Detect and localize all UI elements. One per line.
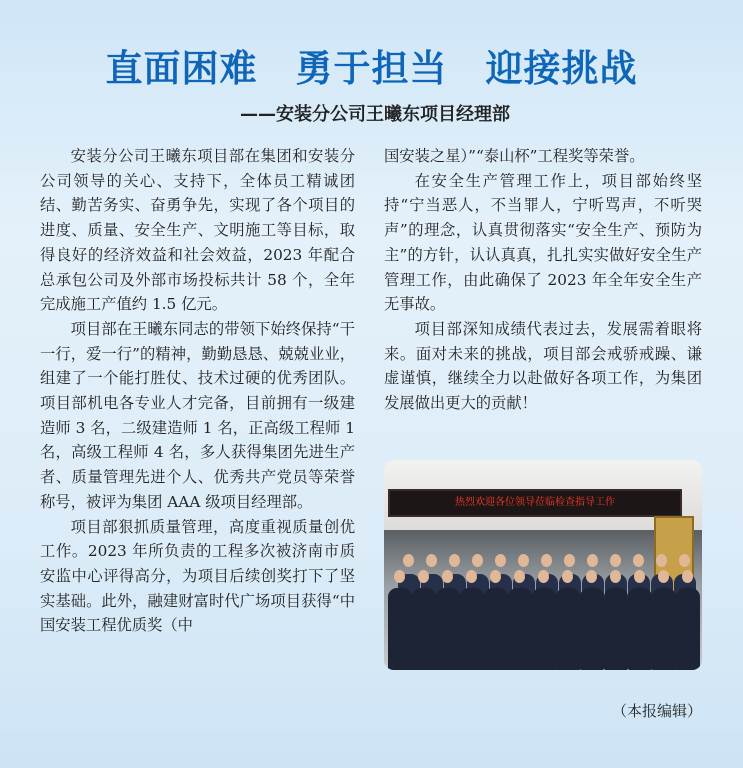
person-head [610,554,621,567]
article-title: 直面困难 勇于担当 迎接挑战 [105,47,638,90]
person-head [518,554,529,567]
paragraph-4: 在安全生产管理工作上，项目部始终坚持“宁当恶人，不当罪人，宁听骂声，不听哭声”的理念，认真贯彻落实“安全生产、预防为主”的方针，认认真真，扎扎实实做好安全生产管理工作，由此确保了 2023 年全年安全生产无事故。 [384,171,702,314]
paragraph-2: 项目部在王曦东同志的带领下始终保持“干一行，爱一行”的精神，勤勤恳恳、兢兢业业，组建了一个能打胜仗、技术过硬的优秀团队。项目部机电各专业人才完备，目前拥有一级建造师 3 名，二级建造师 1 名，正高级工程师 1 名，高级工程师 4 名，多人获得集团先进生产者、质量管理先进个人、优秀共产党员等荣誉称号，被评为集团 AAA 级项目经理部。 [40,319,355,511]
person-head [634,570,645,583]
paragraph-3-continued: 国安装之星）”“泰山杯”工程奖等荣誉。 [384,147,645,165]
group-photo [384,460,702,670]
person-head [426,554,437,567]
person-head [586,570,597,583]
person-head [495,554,506,567]
article-subtitle: ——安装分公司王曦东项目经理部 [240,104,510,125]
person-head [472,554,483,567]
person-silhouette [436,588,460,670]
person-head [633,554,644,567]
person-silhouette [604,588,628,670]
person-silhouette [412,588,436,670]
person-head [442,570,453,583]
person-head [610,570,621,583]
person-silhouette [484,588,508,670]
person-silhouette [556,588,580,670]
person-head [541,554,552,567]
person-head [538,570,549,583]
person-silhouette [652,588,676,670]
person-head [587,554,598,567]
person-silhouette [532,588,556,670]
person-silhouette [676,588,700,670]
paragraph-3: 项目部狠抓质量管理，高度重视质量创优工作。2023 年所负责的工程多次被济南市质安监中心评得高分，为项目后续创奖打下了坚实基础。此外，融建财富时代广场项目获得“中国安装工程优质奖（中 [40,517,355,635]
person-silhouette [628,588,652,670]
led-banner: 热烈欢迎各位领导莅临检查指导工作 [388,489,682,517]
person-head [490,570,501,583]
person-silhouette [580,588,604,670]
paragraph-1: 安装分公司王曦东项目部在集团和安装分公司领导的关心、支持下，全体员工精诚团结、勤苦务实、奋勇争先，实现了各个项目的进度、质量、安全生产、文明施工等目标，取得良好的经济效益和社会效益，2023 年配合总承包公司及外部市场投标共计 58 个，全年完成施工产值约 1.5 亿元。 [40,147,355,314]
person-head [403,554,414,567]
person-head [564,554,575,567]
left-column [40,144,355,638]
right-column [384,144,702,416]
person-head [682,570,693,583]
person-head [418,570,429,583]
person-head [449,554,460,567]
person-silhouette [508,588,532,670]
person-head [656,554,667,567]
editor-credit: （本报编辑） [611,702,702,720]
person-head [562,570,573,583]
person-head [394,570,405,583]
person-silhouette [388,588,412,670]
person-silhouette [460,588,484,670]
person-head [658,570,669,583]
paragraph-5: 项目部深知成绩代表过去，发展需着眼将来。面对未来的挑战，项目部会戒骄戒躁、谦虚谨慎，继续全力以赴做好各项工作，为集团发展做出更大的贡献！ [384,319,702,413]
person-head [679,554,690,567]
person-head [514,570,525,583]
person-head [466,570,477,583]
